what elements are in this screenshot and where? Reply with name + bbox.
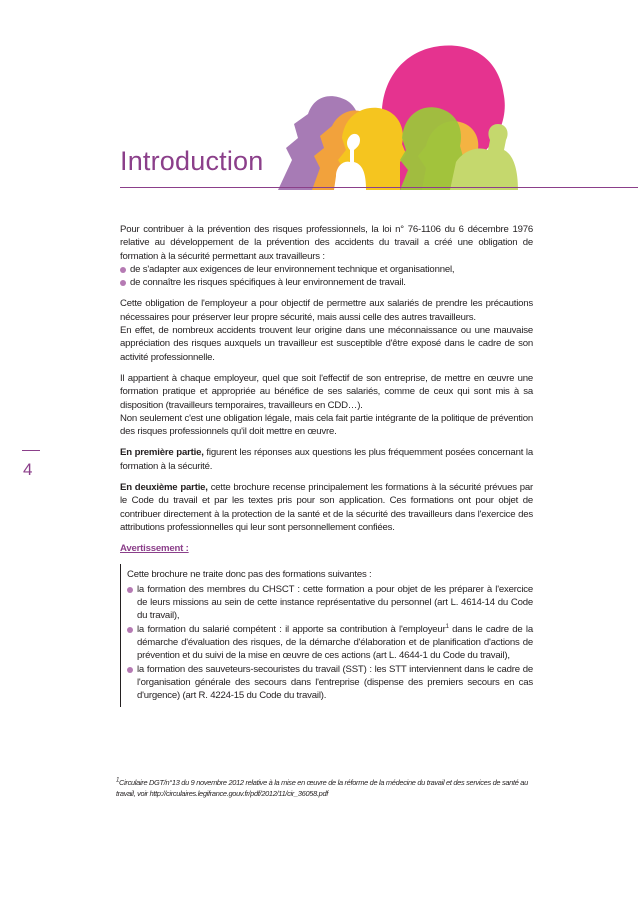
paragraph-employer: Il appartient à chaque employeur, quel que soit l'effectif de son entreprise, de mettre en œuvre une formation pratique et appropriée au bénéfice de ses salariés, comme de ceux qui sont mis à sa disposition (travailleurs temporaires, travailleurs en CDD…). — [120, 372, 533, 411]
list-item: de s'adapter aux exigences de leur environnement technique et organisationnel, — [120, 263, 533, 276]
list-item: la formation des sauveteurs-secouristes du travail (SST) : les STT interviennent dans le cadre de l'organisation générale des secours dans l'entreprise (dispense des premiers secours en cas d'urgence) (art R. 4224-15 du Code du travail). — [127, 663, 533, 703]
list-item: la formation des membres du CHSCT : cette formation a pour objet de les préparer à l'exercice de leurs missions au sein de cette instance représentative du personnel (art L. 4614-14 du Code du travail), — [127, 583, 533, 623]
warning-lead: Cette brochure ne traite donc pas des formations suivantes : — [127, 568, 372, 580]
title-divider — [120, 187, 638, 188]
bullet-icon — [120, 280, 126, 286]
header-illustration-silhouettes — [250, 0, 638, 190]
list-item: la formation du salarié compétent : il apporte sa contribution à l'employeur$^1$ dans le cadre de la démarche d'évaluation des risques, de la démarche d'élaboration et de planification d'actions de prévention et du suivi de la mise en œuvre de ces actions (art L. 4644-1 du Code du travail), — [127, 623, 533, 663]
bullet-icon — [120, 267, 126, 273]
intro-paragraph: Pour contribuer à la prévention des risques professionnels, la loi n° 76-1106 du 6 décembre 1976 relative au développement de la prévention des accidents du travail a créé une obligation de formation à la sécurité permettant aux travailleurs : — [120, 224, 533, 262]
paragraph-second-part: En deuxième partie, cette brochure recense principalement les formations à la sécurité prévues par le Code du travail et par les textes pris pour son application. Ces formations ont pour objet de contribuer directement à la protection de la santé et de la sécurité des travailleurs dans l'exercice des attributions professionnelles qui leur sont personnellement confiées. — [120, 482, 533, 533]
page-number-rule — [22, 450, 40, 451]
bullet-icon — [127, 587, 133, 593]
page-number: 4 — [23, 460, 33, 479]
bullet-icon — [127, 627, 133, 633]
footnote-marker: 1 — [116, 777, 120, 784]
paragraph-legal-obligation: Non seulement c'est une obligation légale, mais cela fait partie intégrante de la politique de prévention des risques professionnels qu'il doit mettre en œuvre. — [120, 412, 533, 438]
warning-box — [120, 564, 533, 707]
warning-list — [127, 583, 533, 703]
bullet-icon — [127, 667, 133, 673]
main-text — [120, 223, 533, 707]
intro-bullet-list — [120, 263, 533, 290]
page-title: Introduction — [120, 146, 264, 176]
paragraph-accidents: En effet, de nombreux accidents trouvent leur origine dans une méconnaissance ou une mauvaise appréciation des risques auxquels un travailleur est susceptible d'être exposé dans le cadre de son activité professionnelle. — [120, 325, 533, 363]
footnote-text: Circulaire DGT/n°13 du 9 novembre 2012 relative à la mise en œuvre de la réforme de la médecine du travail et des services de santé au travail, voir http://circulaires.legifrance.gouv.fr/pdf/2012/11/cir_36058.pdf — [116, 778, 528, 798]
paragraph-objective: Cette obligation de l'employeur a pour objectif de permettre aux salariés de prendre les précautions nécessaires pour préserver leur propre sécurité, mais aussi celle des autres travailleurs. — [120, 298, 533, 323]
footnote — [116, 778, 536, 799]
footnote-reference: 1 — [445, 623, 449, 630]
warning-title: Avertissement : — [120, 543, 189, 555]
list-item: de connaître les risques spécifiques à leur environnement de travail. — [120, 276, 533, 289]
paragraph-first-part: En première partie, figurent les réponses aux questions les plus fréquemment posées concernant la formation à la sécurité. — [120, 447, 533, 472]
